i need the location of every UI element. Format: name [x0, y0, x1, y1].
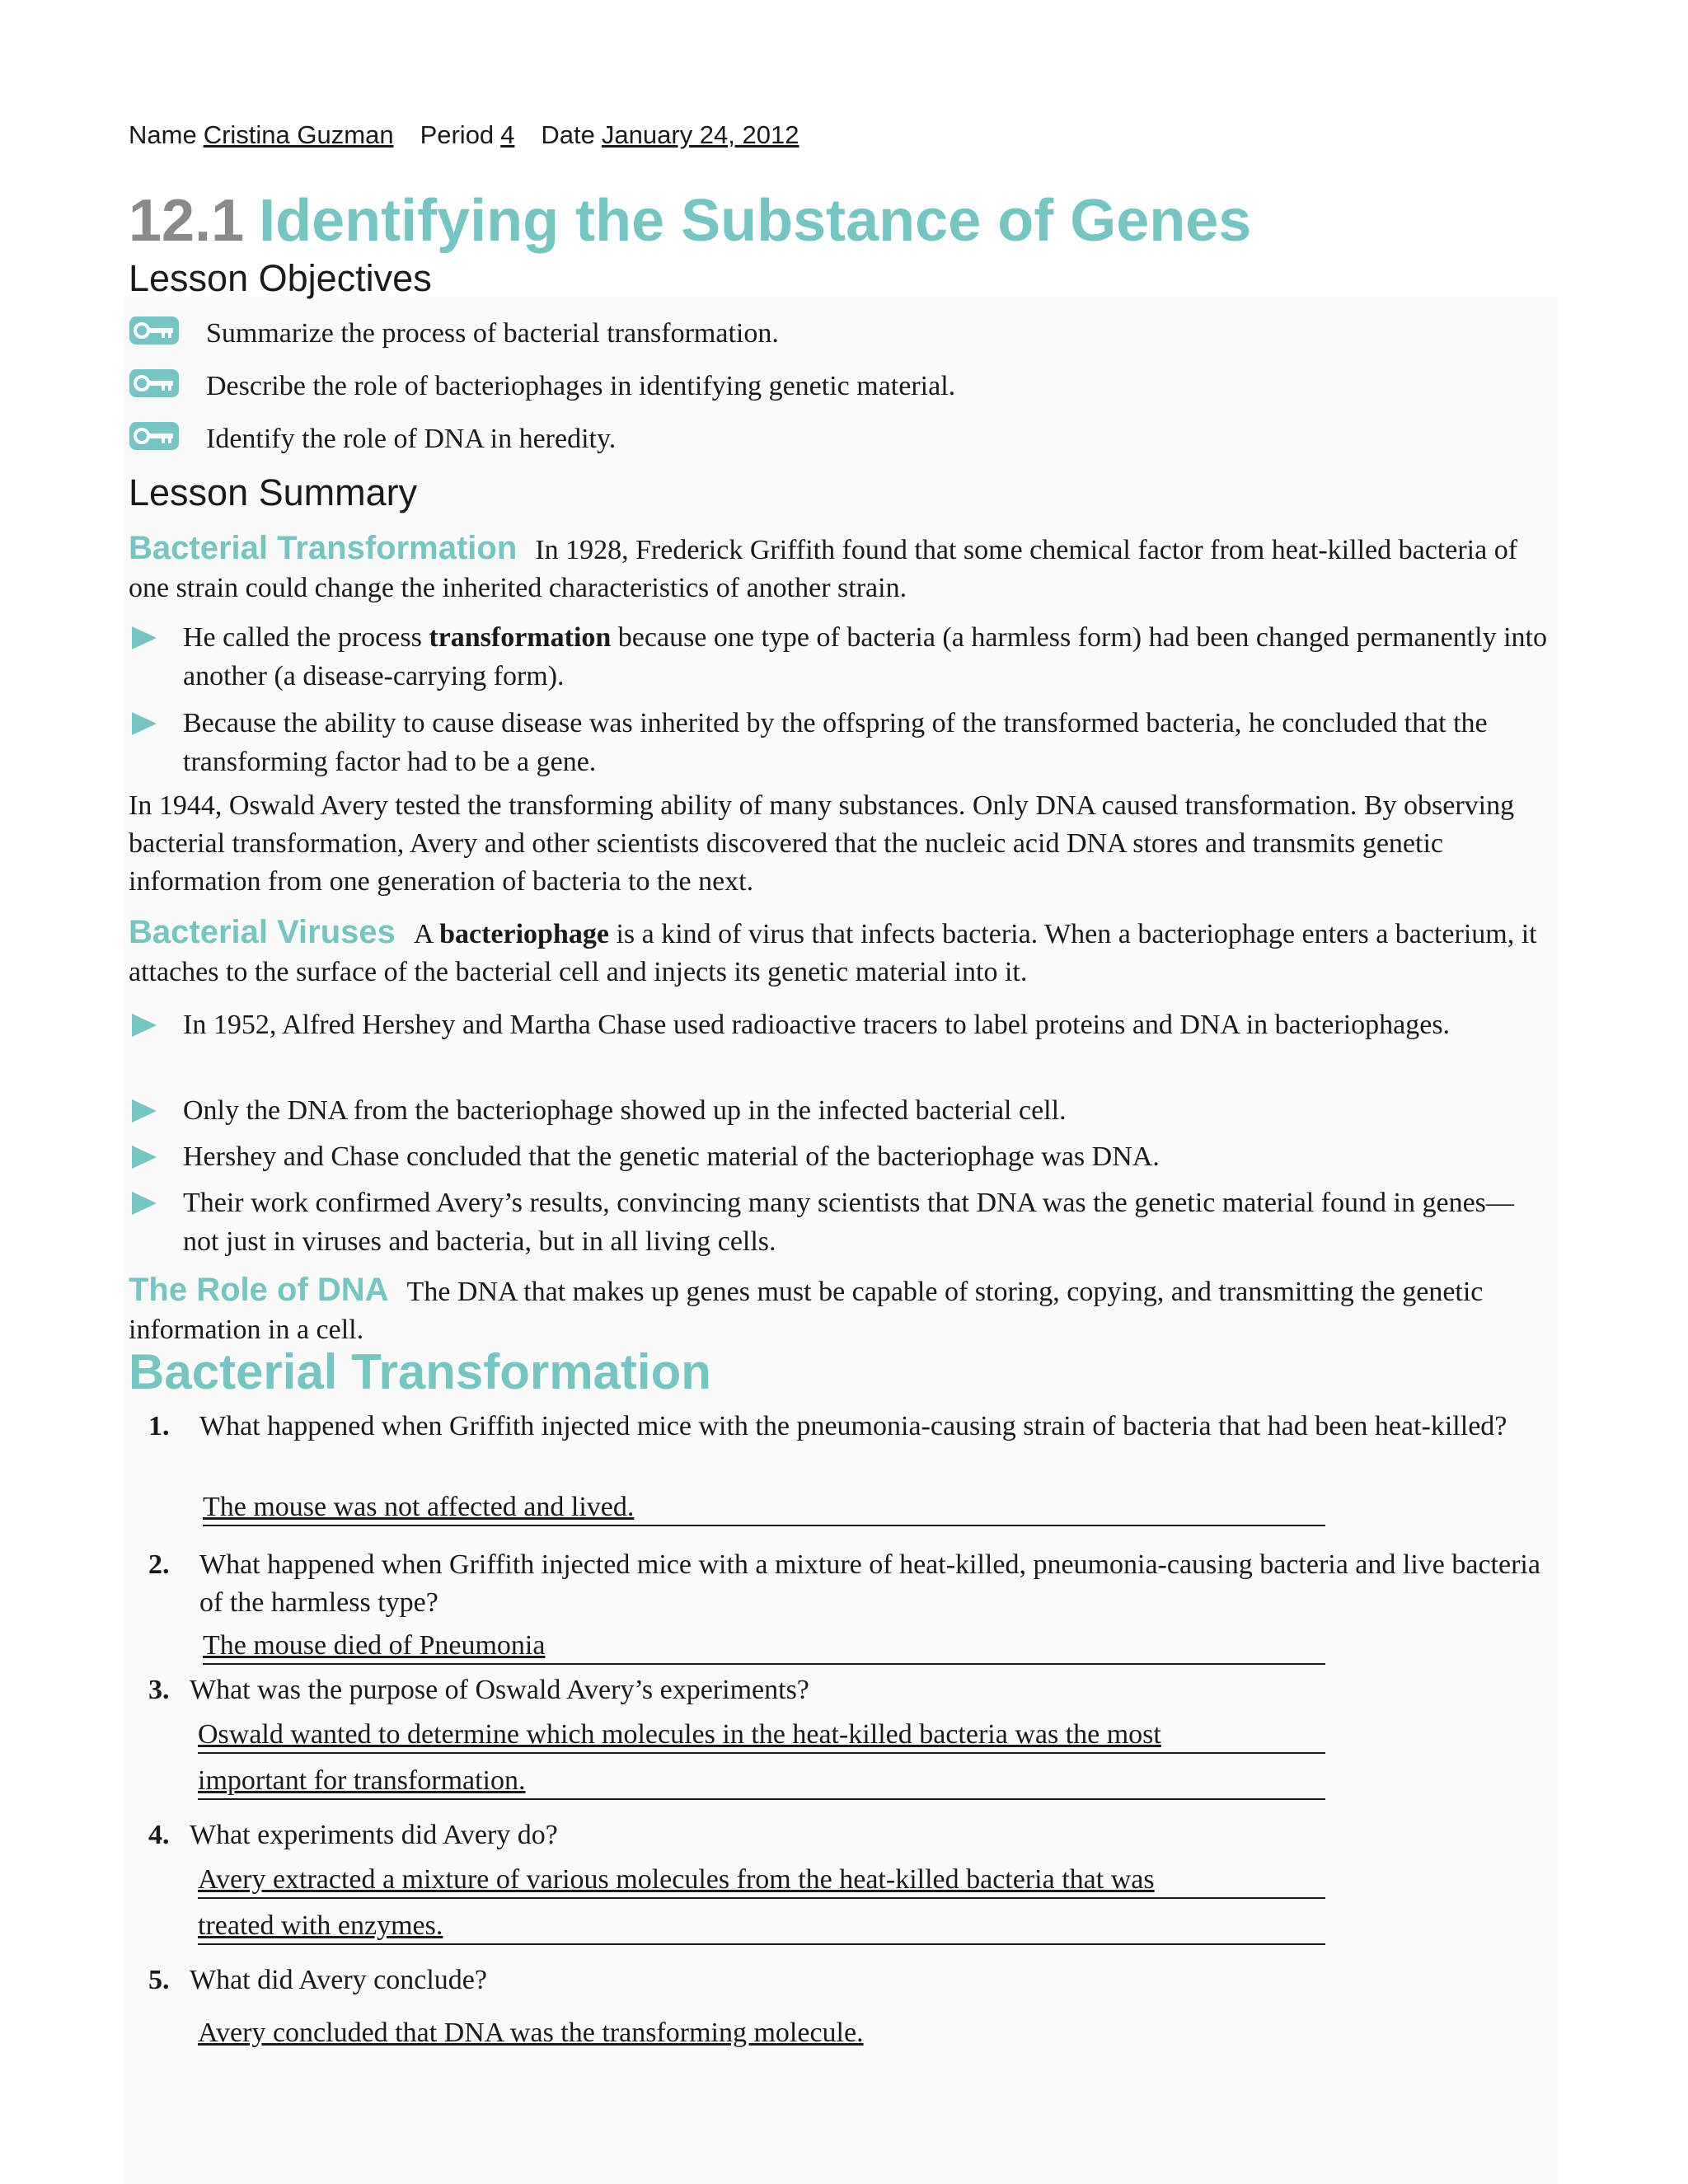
question-number: 3.	[148, 1675, 170, 1705]
bullet-text: He called the process transformation because one type of bacteria (a harmless form) had been changed permanently into another (a disease-carrying form).	[183, 622, 1547, 691]
question-number: 2.	[148, 1549, 170, 1580]
question-number: 5.	[148, 1965, 170, 1995]
key-icon	[129, 316, 180, 345]
answer-line[interactable]: The mouse was not affected and lived.	[203, 1488, 1325, 1526]
role-subhead: The Role of DNA	[129, 1272, 389, 1308]
objectives-heading: Lesson Objectives	[129, 257, 432, 299]
answer-line[interactable]: The mouse died of Pneumonia	[203, 1627, 1325, 1665]
bullet-text: Hershey and Chase concluded that the genetic material of the bacteriophage was DNA.	[183, 1141, 1160, 1172]
question-text: What was the purpose of Oswald Avery’s experiments?	[190, 1675, 809, 1705]
term-transformation: transformation	[429, 622, 612, 653]
bullet-text: Only the DNA from the bacteriophage showed up in the infected bacterial cell.	[183, 1095, 1067, 1126]
question-number: 4.	[148, 1820, 170, 1850]
date-value: January 24, 2012	[601, 120, 799, 149]
question-item	[148, 1961, 1558, 1999]
student-name: Cristina Guzman	[203, 120, 394, 149]
section-heading: Bacterial Transformation	[129, 1344, 711, 1399]
viruses-subhead: Bacterial Viruses	[129, 914, 396, 950]
bullet-item	[132, 1005, 1550, 1044]
objective-item	[129, 371, 955, 403]
arrow-bullet-icon	[132, 1099, 157, 1122]
date-label: Date	[541, 120, 595, 149]
question-text: What happened when Griffith injected mice with a mixture of heat-killed, pneumonia-causing bacteria and live bacteria of the harmless type?	[199, 1549, 1540, 1618]
question-item	[148, 1671, 1558, 1709]
bullet-text: Because the ability to cause disease was inherited by the offspring of the transformed bacteria, he concluded that the transforming factor had to be a gene.	[183, 708, 1488, 777]
question-item	[148, 1816, 1558, 1854]
term-bacteriophage: bacteriophage	[439, 919, 609, 949]
objective-item	[129, 318, 779, 350]
bullet-item	[132, 1183, 1550, 1261]
lesson-title: Identifying the Substance of Genes	[259, 188, 1252, 254]
objective-text: Summarize the process of bacterial transformation.	[206, 318, 779, 349]
bullet-text: In 1952, Alfred Hershey and Martha Chase used radioactive tracers to label proteins and DNA in bacteriophages.	[183, 1010, 1451, 1040]
summary-heading: Lesson Summary	[129, 471, 418, 513]
lesson-number: 12.1	[129, 188, 245, 254]
period-value: 4	[500, 120, 515, 149]
question-text: What experiments did Avery do?	[190, 1820, 558, 1850]
viruses-intro: Bacterial Viruses A bacteriophage is a kind of virus that infects bacteria. When a bacteriophage enters a bacterium, it attaches to the surface of the bacterial cell and injects its genetic material into it.	[129, 914, 1537, 987]
answer-line[interactable]: treated with enzymes.	[198, 1907, 1325, 1945]
bullet-item	[132, 1137, 1550, 1176]
key-icon	[129, 368, 180, 398]
bullet-text: Their work confirmed Avery’s results, convincing many scientists that DNA was the genetic material found in genes—not just in viruses and bacteria, but in all living cells.	[183, 1188, 1514, 1257]
question-item	[148, 1546, 1558, 1622]
page-title	[129, 185, 1251, 257]
transformation-intro	[129, 529, 1554, 607]
transformation-subhead: Bacterial Transformation	[129, 530, 518, 566]
bullet-item	[132, 618, 1550, 696]
arrow-bullet-icon	[132, 1192, 157, 1215]
period-label: Period	[420, 120, 495, 149]
question-item	[148, 1408, 1558, 1446]
answer-line[interactable]: Oswald wanted to determine which molecules in the heat-killed bacteria was the most	[198, 1716, 1325, 1754]
arrow-bullet-icon	[132, 1014, 157, 1037]
question-number: 1.	[148, 1411, 170, 1441]
question-text: What did Avery conclude?	[190, 1965, 487, 1995]
objective-text: Describe the role of bacteriophages in identifying genetic material.	[206, 371, 956, 401]
transformation-intro-text: In 1928, Frederick Griffith found that some chemical factor from heat-killed bacteria of one strain could change the inherited characteristics of another strain.	[129, 535, 1518, 603]
bullet-item	[132, 704, 1550, 781]
key-icon	[129, 421, 180, 451]
role-of-dna-paragraph: The Role of DNA The DNA that makes up genes must be capable of storing, copying, and transmitting the genetic information in a cell.	[129, 1272, 1484, 1345]
bullet-item	[132, 1091, 1550, 1130]
arrow-bullet-icon	[132, 712, 157, 735]
answer-line[interactable]: important for transformation.	[198, 1762, 1325, 1800]
arrow-bullet-icon	[132, 1146, 157, 1169]
objective-item	[129, 424, 616, 456]
answer-line[interactable]: Avery extracted a mixture of various molecules from the heat-killed bacteria that was	[198, 1861, 1325, 1899]
question-text: What happened when Griffith injected mice with the pneumonia-causing strain of bacteria that had been heat-killed?	[199, 1411, 1507, 1441]
name-label: Name	[129, 120, 197, 149]
objective-text: Identify the role of DNA in heredity.	[206, 424, 617, 454]
student-info-line	[129, 120, 799, 150]
arrow-bullet-icon	[132, 626, 157, 649]
answer-line[interactable]: Avery concluded that DNA was the transforming molecule.	[198, 2018, 864, 2048]
avery-paragraph: In 1944, Oswald Avery tested the transforming ability of many substances. Only DNA caused transformation. By observing bacterial transformation, Avery and other scientists discovered that the nucleic acid DNA stores and transmits genetic information from one generation of bacteria to the next.	[129, 790, 1515, 897]
